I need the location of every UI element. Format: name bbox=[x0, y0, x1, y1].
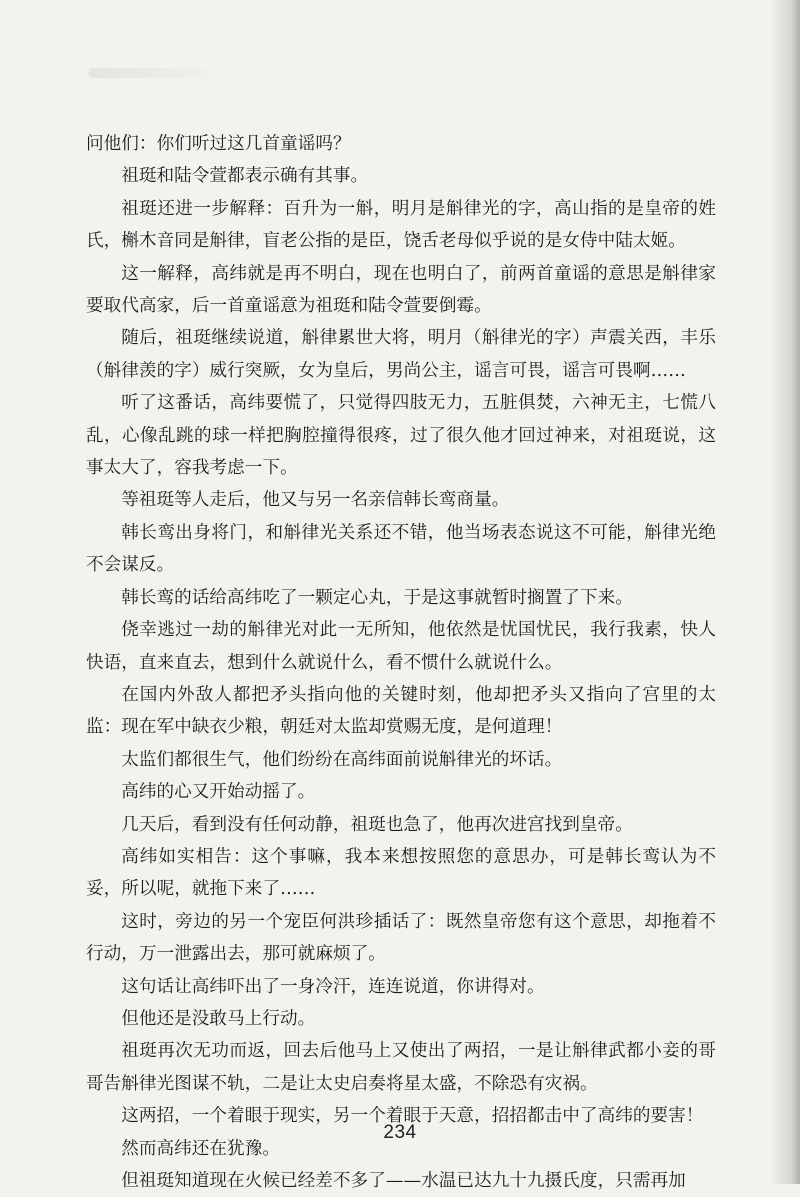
body-text bbox=[86, 128, 716, 1197]
paragraph: 问他们：你们听过这几首童谣吗？ bbox=[86, 134, 351, 154]
paragraph: 高纬的心又开始动摇了。 bbox=[121, 782, 316, 803]
page-edge-shadow bbox=[770, 0, 800, 1184]
paragraph: 等祖珽等人走后，他又与另一名亲信韩长鸾商量。 bbox=[121, 490, 510, 511]
paragraph: 祖珽和陆令萱都表示确有其事。 bbox=[121, 166, 369, 187]
paragraph: 听了这番话，高纬要慌了，只觉得四肢无力，五脏俱焚，六神无主，七慌八乱，心像乱跳的球一样把胸腔撞得很疼，过了很久他才回过神来，对祖珽说，这事太大了，容我考虑一下。 bbox=[86, 393, 716, 479]
paragraph: 这时，旁边的另一个宠臣何洪珍插话了：既然皇帝您有这个意思，却拖着不行动，万一泄露出去，那可就麻烦了。 bbox=[86, 911, 716, 965]
paragraph: 祖珽还进一步解释：百升为一斛，明月是斛律光的字，高山指的是皇帝的姓氏，槲木音同是斛律，盲老公指的是臣，饶舌老母似乎说的是女侍中陆太姬。 bbox=[86, 198, 716, 252]
paragraph: 几天后，看到没有任何动静，祖珽也急了，他再次进宫找到皇帝。 bbox=[121, 814, 633, 835]
paragraph: 这一解释，高纬就是再不明白，现在也明白了，前两首童谣的意思是斛律家要取代高家，后一首童谣意为祖珽和陆令萱要倒霉。 bbox=[86, 263, 716, 317]
paragraph: 韩长鸾出身将门，和斛律光关系还不错，他当场表态说这不可能，斛律光绝不会谋反。 bbox=[86, 522, 716, 576]
paragraph: 在国内外敌人都把矛头指向他的关键时刻，他却把矛头又指向了宫里的太监：现在军中缺衣少粮，朝廷对太监却赏赐无度，是何道理！ bbox=[86, 684, 716, 738]
paragraph: 祖珽再次无功而返，回去后他马上又使出了两招，一是让斛律武都小妾的哥哥告斛律光图谋不轨，二是让太史启奏将星太盛，不除恐有灾祸。 bbox=[86, 1041, 716, 1094]
page-number: 234 bbox=[383, 1122, 417, 1143]
paragraph: 然而高纬还在犹豫。 bbox=[121, 1138, 280, 1159]
paragraph: 随后，祖珽继续说道，斛律累世大将，明月（斛律光的字）声震关西，丰乐（斛律羡的字）威行突厥，女为皇后，男尚公主，谣言可畏，谣言可畏啊…… bbox=[86, 328, 716, 381]
paragraph: 太监们都很生气，他们纷纷在高纬面前说斛律光的坏话。 bbox=[121, 749, 563, 770]
paragraph: 这两招，一个着眼于现实，另一个着眼于天意，招招都击中了高纬的要害！ bbox=[121, 1106, 704, 1127]
paragraph: 但祖珽知道现在火候已经差不多了——水温已达九十九摄氏度，只需再加 bbox=[121, 1171, 686, 1191]
paragraph: 这句话让高纬吓出了一身冷汗，连连说道，你讲得对。 bbox=[121, 976, 545, 997]
paragraph: 侥幸逃过一劫的斛律光对此一无所知，他依然是忧国忧民，我行我素，快人快语，直来直去，想到什么就说什么，看不惯什么就说什么。 bbox=[86, 620, 716, 673]
paragraph: 韩长鸾的话给高纬吃了一颗定心丸，于是这事就暂时搁置了下来。 bbox=[121, 587, 633, 608]
paragraph: 高纬如实相告：这个事嘛，我本来想按照您的意思办，可是韩长鸾认为不妥，所以呢，就拖下来了…… bbox=[86, 846, 716, 900]
scan-smudge bbox=[88, 68, 228, 78]
paragraph: 但他还是没敢马上行动。 bbox=[121, 1008, 316, 1029]
